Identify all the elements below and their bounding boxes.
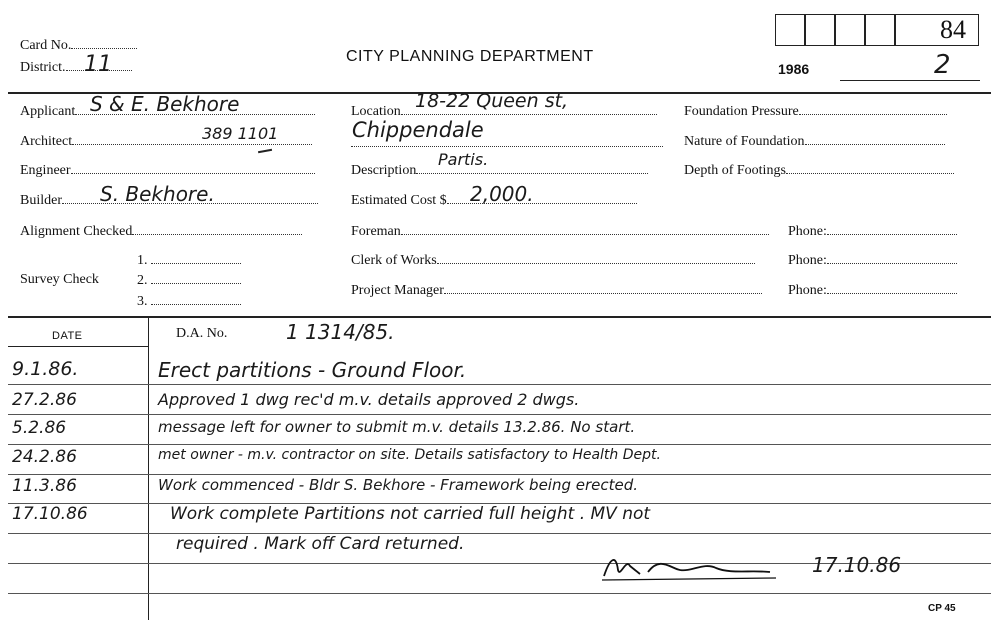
survey-label: Survey Check [20, 272, 99, 287]
entry-text: met owner - m.v. contractor on site. Details satisfactory to Health Dept. [158, 447, 661, 463]
depth-footings-label: Depth of Footings [684, 163, 954, 179]
location-label: Location [351, 104, 657, 120]
survey-2: 2. [137, 273, 241, 289]
pm-label: Project Manager [351, 283, 762, 299]
architect-label: Architect [20, 134, 312, 150]
log-entry [0, 390, 999, 420]
log-entry [0, 476, 999, 506]
clerk-label: Clerk of Works [351, 253, 755, 269]
card-number-box-1 [775, 14, 805, 46]
year-underline [840, 80, 980, 81]
estimated-cost-value: 2,000. [470, 182, 534, 206]
log-entry [0, 358, 999, 388]
card-number-box-2 [805, 14, 835, 46]
signature [600, 548, 780, 584]
location-value-line2: Chippendale [352, 118, 484, 142]
survey-1: 1. [137, 253, 241, 269]
applicant-label: Applicant [20, 104, 315, 120]
card-number-box-4 [865, 14, 895, 46]
survey-3: 3. [137, 294, 241, 310]
signature-date: 17.10.86 [812, 553, 902, 577]
alignment-label: Alignment Checked [20, 224, 302, 240]
engineer-label: Engineer [20, 163, 315, 179]
builder-value: S. Bekhore. [100, 182, 215, 206]
da-label: D.A. No. [176, 326, 228, 341]
builder-label: Builder [20, 193, 318, 209]
entry-date: 11.3.86 [12, 476, 77, 496]
district-value: 11 [84, 52, 112, 77]
nature-foundation-label: Nature of Foundation [684, 134, 945, 150]
applicant-value: S & E. Bekhore [90, 92, 240, 116]
district-label: District. [20, 60, 132, 76]
architect-value: 389 1101 [202, 124, 279, 143]
card-number: 84 [940, 15, 966, 44]
card-no-label: Card No. [20, 38, 137, 54]
log-rule [8, 593, 991, 594]
entry-date: 27.2.86 [12, 390, 77, 410]
card-number-box-3 [835, 14, 865, 46]
date-header: DATE [52, 330, 83, 342]
entry-text: message left for owner to submit m.v. details 13.2.86. No start. [158, 418, 636, 436]
location-line2-dots [351, 134, 663, 152]
clerk-phone: Phone: [788, 253, 957, 269]
entry-text: Erect partitions - Ground Floor. [158, 358, 467, 382]
date-header-underline [8, 346, 149, 347]
entry-text: required . Mark off Card returned. [176, 534, 465, 554]
entry-text: Work commenced - Bldr S. Bekhore - Framework being erected. [158, 476, 639, 494]
foreman-phone: Phone: [788, 224, 957, 240]
entry-date: 5.2.86 [12, 418, 67, 438]
entry-date: 9.1.86. [12, 358, 79, 380]
department-title: CITY PLANNING DEPARTMENT [346, 48, 594, 65]
entry-date: 24.2.86 [12, 447, 77, 467]
form-code: CP 45 [928, 603, 956, 614]
card-number-box-5 [895, 14, 979, 46]
estimated-cost-label: Estimated Cost $ [351, 193, 637, 209]
entry-text: Approved 1 dwg rec'd m.v. details approved 2 dwgs. [158, 390, 580, 409]
location-value: 18-22 Queen st, [415, 90, 569, 112]
log-entry [0, 504, 999, 534]
year: 1986 [778, 61, 810, 77]
da-value: 1 1314/85. [286, 320, 395, 344]
description-label: Description [351, 163, 648, 179]
card-sub-number: 2 [934, 50, 951, 80]
log-entry [0, 447, 999, 477]
log-top-divider [8, 316, 991, 318]
description-value: Partis. [438, 150, 489, 169]
pm-phone: Phone: [788, 283, 957, 299]
foundation-pressure-label: Foundation Pressure [684, 104, 947, 120]
log-entry [0, 418, 999, 448]
entry-text: Work complete Partitions not carried full height . MV not [170, 504, 651, 524]
foreman-label: Foreman [351, 224, 769, 240]
entry-date: 17.10.86 [12, 504, 88, 524]
